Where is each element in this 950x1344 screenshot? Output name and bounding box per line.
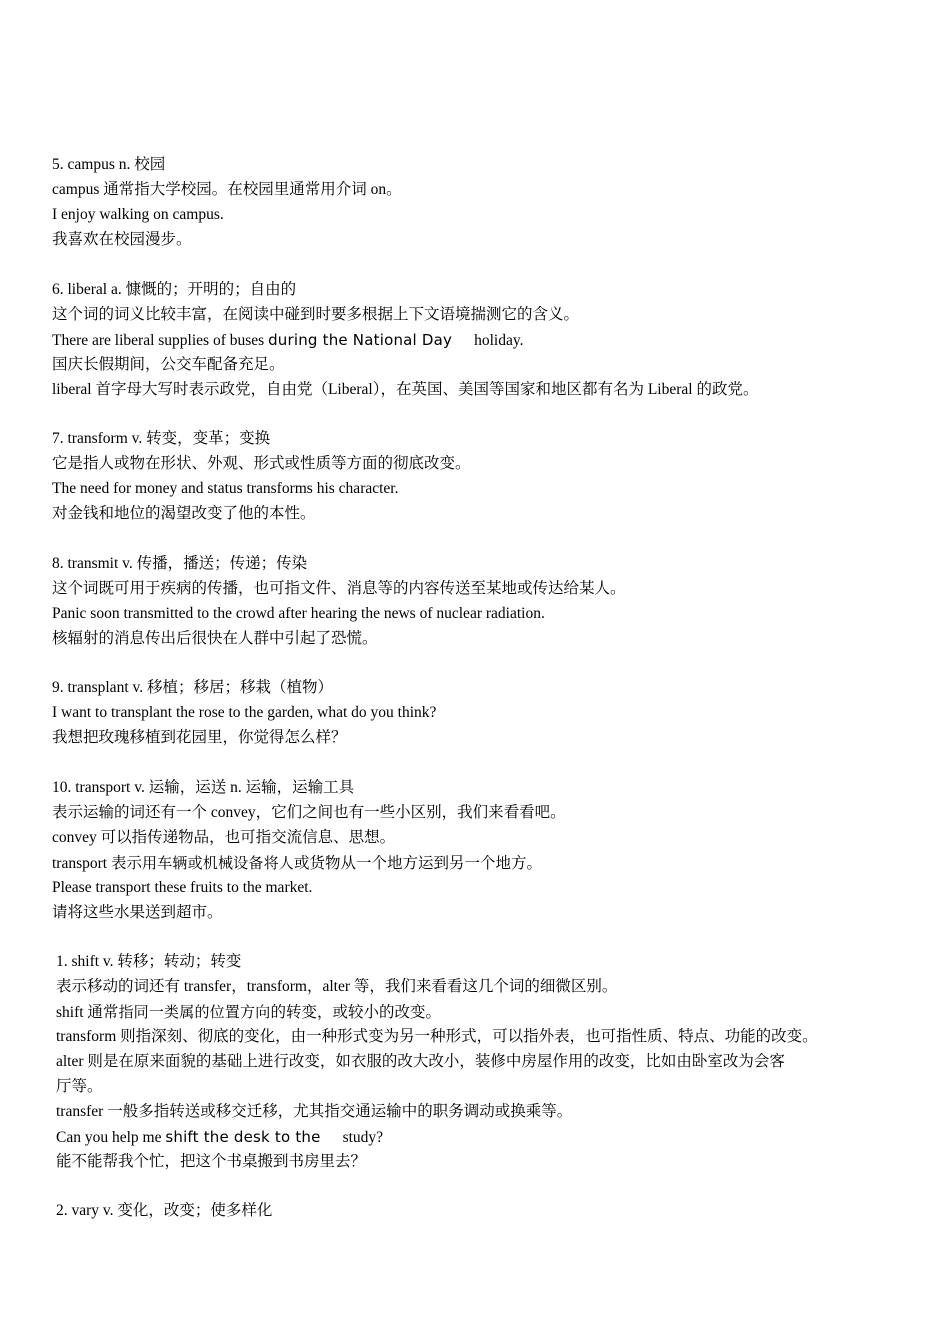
transfer-note: transfer 一般多指转送或移交迁移，尤其指交通运输中的职务调动或换乘等。 [56,1103,573,1120]
alter-note-line2: 厅等。 [56,1078,103,1095]
transport-note-start: transport 表示 [52,855,142,872]
example-en-shift-end: study? [342,1129,384,1146]
shift-note-start: shift 通常 [56,1004,119,1021]
example-en-shift [56,1127,383,1148]
shift-note-mid: 指同一类属的位置方向 [118,1003,271,1021]
example-zh-transmit: 核辐射的消息传出后很快在人群中引起了恐慌。 [52,630,378,647]
entry-heading-liberal: 6. liberal a. 慷慨的；开明的；自由的 [52,281,297,298]
entry-heading-transport: 10. transport v. 运输，运送 n. 运输，运输工具 [52,779,355,796]
transport-note [52,853,542,874]
entry-note-transport: 表示运输的词还有一个 convey，它们之间也有一些小区别，我们来看看吧。 [52,804,566,821]
example-en-liberal-mid: during the National Day [268,331,453,349]
example-en-liberal-start: There are liberal supplies of buses [52,332,269,349]
example-en-transmit: Panic soon transmitted to the crowd after hearing the news of nuclear radiation. [52,605,545,622]
example-en-liberal [52,330,523,351]
entry-note-shift: 表示移动的词还有 transfer，transform，alter 等，我们来看看这几个词的细微区别。 [56,978,618,995]
example-en-transplant: I want to transplant the rose to the garden, what do you think? [52,704,437,721]
entry-heading-campus: 5. campus n. 校园 [52,156,166,173]
entry-heading-transplant: 9. transplant v. 移植；移居；移栽（植物） [52,679,333,696]
example-en-transform: The need for money and status transforms his character. [52,480,399,497]
entry-heading-shift: 1. shift v. 转移；转动；转变 [56,953,242,970]
example-zh-transplant: 我想把玫瑰移植到花园里，你觉得怎么样？ [52,729,347,746]
entry-note-transmit: 这个词既可用于疾病的传播，也可指文件、消息等的内容传送至某地或传达给某人。 [52,580,626,597]
transport-note-mid: 用车辆或机械设备将人 [141,854,294,872]
entry-heading-transform: 7. transform v. 转变，变革；变换 [52,430,271,447]
convey-note: convey 可以指传递物品，也可指交流信息、思想。 [52,829,396,846]
shift-note [56,1002,441,1023]
transform-note: transform 则指深刻、彻底的变化，由一种形式变为另一种形式，可以指外表，也可指性质、特点、功能的改变。 [56,1028,818,1045]
entry-heading-transmit: 8. transmit v. 传播，播送；传递；传染 [52,555,308,572]
example-en-transport: Please transport these fruits to the market. [52,879,313,896]
example-en-liberal-end: holiday. [474,332,524,349]
example-zh-campus: 我喜欢在校园漫步。 [52,231,192,248]
example-zh-liberal: 国庆长假期间，公交车配备充足。 [52,356,285,373]
entry-note-liberal: 这个词的词义比较丰富，在阅读中碰到时要多根据上下文语境揣测它的含义。 [52,306,580,323]
example-en-shift-start: Can you help me [56,1129,166,1146]
example-en-campus: I enjoy walking on campus. [52,206,224,223]
transport-note-end: 或货物从一个地方运到另一个地方。 [294,855,543,872]
entry-note-transform: 它是指人或物在形状、外观、形式或性质等方面的彻底改变。 [52,455,471,472]
example-en-shift-mid: shift the desk to the [165,1128,321,1146]
example-zh-transport: 请将这些水果送到超市。 [52,904,223,921]
shift-note-end: 的转变，或较小的改变。 [270,1004,441,1021]
entry-note-campus: campus 通常指大学校园。在校园里通常用介词 on。 [52,181,402,198]
entry-note2-liberal: liberal 首字母大写时表示政党，自由党（Liberal），在英国、美国等国家和地区都有名为 Liberal 的政党。 [52,381,759,398]
example-zh-transform: 对金钱和地位的渴望改变了他的本性。 [52,505,316,522]
entry-heading-vary: 2. vary v. 变化，改变；使多样化 [56,1202,273,1219]
example-zh-shift: 能不能帮我个忙，把这个书桌搬到书房里去？ [56,1153,367,1170]
alter-note-line1: alter 则是在原来面貌的基础上进行改变，如衣服的改大改小，装修中房屋作用的改变，比如由卧室改为会客 [56,1053,785,1070]
